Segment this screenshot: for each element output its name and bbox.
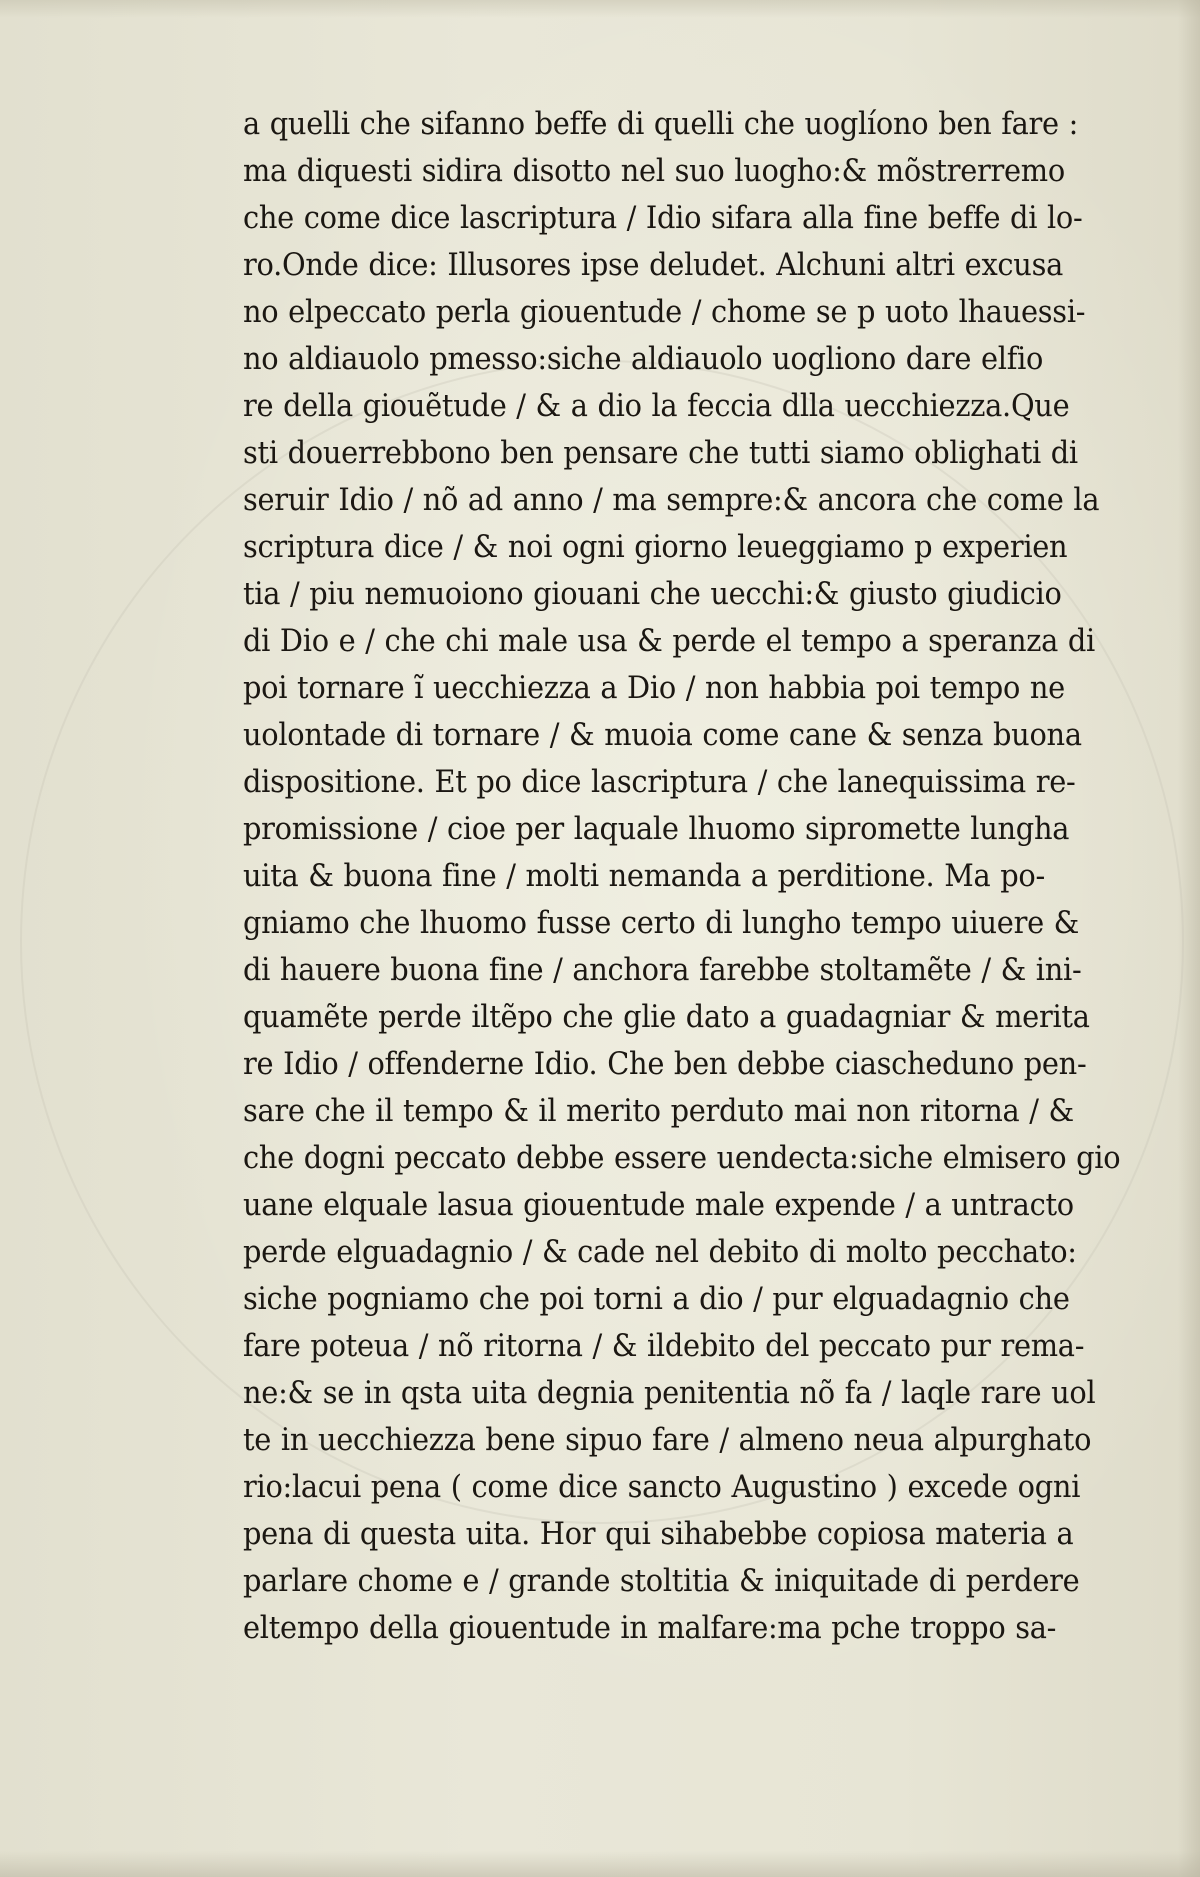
text-line: sti douerrebbono ben pensare che tutti siamo oblighati di xyxy=(243,435,1078,471)
text-line: re Idio / offenderne Idio. Che ben debbe ciascheduno pen- xyxy=(243,1046,1087,1082)
text-line: no elpeccato perla giouentude / chome se p uoto lhauessi- xyxy=(243,294,1086,330)
text-line: poi tornare ĩ uecchiezza a Dio / non habbia poi tempo ne xyxy=(243,670,1065,706)
text-line: no aldiauolo pmesso:siche aldiauolo uogliono dare elfio xyxy=(243,341,1044,377)
page-edge-right xyxy=(1178,0,1200,1877)
text-line: a quelli che sifanno beffe di quelli che uoglíono ben fare : xyxy=(243,106,1079,142)
text-line: siche pogniamo che poi torni a dio / pur elguadagnio che xyxy=(243,1281,1070,1317)
text-line: tia / piu nemuoiono giouani che uecchi:& giusto giudicio xyxy=(243,576,1062,612)
text-line: rio:lacui pena ( come dice sancto Augustino ) excede ogni xyxy=(243,1469,1081,1505)
text-line: uolontade di tornare / & muoia come cane & senza buona xyxy=(243,717,1082,753)
text-line: parlare chome e / grande stoltitia & iniquitade di perdere xyxy=(243,1563,1080,1599)
text-line: ro.Onde dice: Illusores ipse deludet. Alchuni altri excusa xyxy=(243,247,1064,283)
text-line: ma diquesti sidira disotto nel suo luogho:& mõstrerremo xyxy=(243,153,1065,189)
text-line: quamẽte perde iltẽpo che glie dato a guadagniar & merita xyxy=(243,999,1090,1035)
text-line: fare poteua / nõ ritorna / & ildebito del peccato pur rema- xyxy=(243,1328,1085,1364)
text-line: che come dice lascriptura / Idio sifara alla fine beffe di lo- xyxy=(243,200,1083,236)
text-line: re della giouẽtude / & a dio la feccia dlla uecchiezza.Que xyxy=(243,388,1070,424)
text-line: dispositione. Et po dice lascriptura / che lanequissima re- xyxy=(243,764,1076,800)
page-edge-top xyxy=(0,0,1200,18)
text-line: scriptura dice / & noi ogni giorno leueggiamo p experien xyxy=(243,529,1068,565)
text-line: promissione / cioe per laquale lhuomo sipromette lungha xyxy=(243,811,1070,847)
text-line: gniamo che lhuomo fusse certo di lungho tempo uiuere & xyxy=(243,905,1080,941)
page-edge-bottom xyxy=(0,1851,1200,1877)
text-block xyxy=(243,101,1121,1652)
text-line: pena di questa uita. Hor qui sihabebbe copiosa materia a xyxy=(243,1516,1074,1552)
text-line: uita & buona fine / molti nemanda a perditione. Ma po- xyxy=(243,858,1045,894)
text-line: uane elquale lasua giouentude male expende / a untracto xyxy=(243,1187,1074,1223)
text-line: seruir Idio / nõ ad anno / ma sempre:& ancora che come la xyxy=(243,482,1100,518)
text-line: perde elguadagnio / & cade nel debito di molto pecchato: xyxy=(243,1234,1077,1270)
text-line: eltempo della giouentude in malfare:ma pche troppo sa- xyxy=(243,1610,1057,1646)
text-line: sare che il tempo & il merito perduto mai non ritorna / & xyxy=(243,1093,1074,1129)
text-line: te in uecchiezza bene sipuo fare / almeno neua alpurghato xyxy=(243,1422,1092,1458)
text-line: ne:& se in qsta uita degnia penitentia nõ fa / laqle rare uol xyxy=(243,1375,1096,1411)
text-line: di hauere buona fine / anchora farebbe stoltamẽte / & ini- xyxy=(243,952,1082,988)
text-line: che dogni peccato debbe essere uendecta:siche elmisero gio xyxy=(243,1140,1121,1176)
text-line: di Dio e / che chi male usa & perde el tempo a speranza di xyxy=(243,623,1096,659)
